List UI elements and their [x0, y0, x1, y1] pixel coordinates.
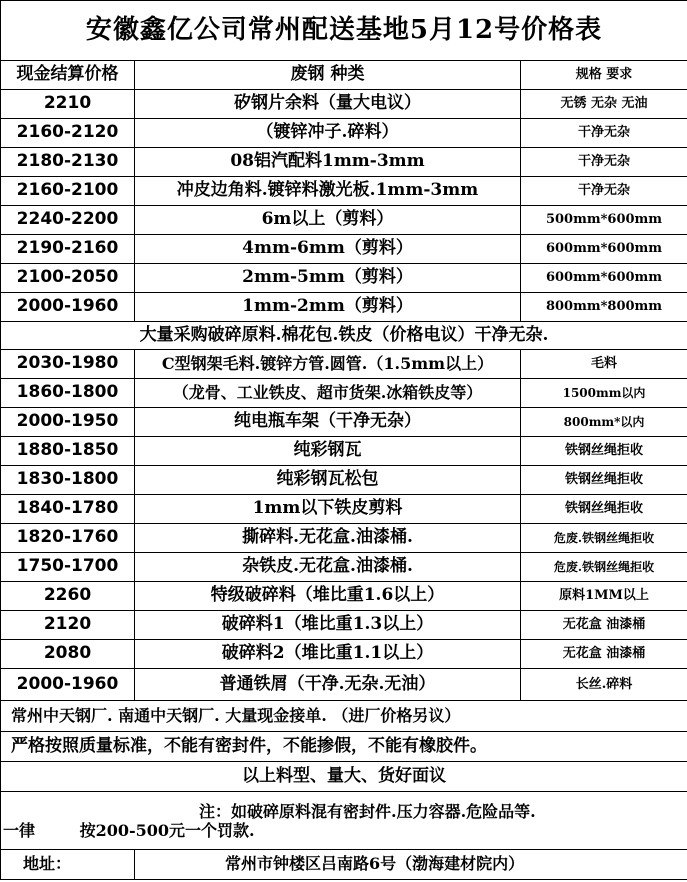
price-cell: 2100-2050 — [1, 264, 135, 293]
penalty-note-line-2: 一律 按200-500元一个罚款. — [3, 820, 255, 840]
mill-notice-row — [1, 701, 687, 732]
price-cell: 2180-2130 — [1, 148, 135, 177]
item-cell: C型钢架毛料.镀锌方管.圆管.（1.5mm以上） — [135, 350, 521, 379]
item-cell: 杂铁皮.无花盒.油漆桶. — [135, 553, 521, 582]
price-cell: 2240-2200 — [1, 206, 135, 235]
negotiable-notice: 以上料型、量大、货好面议 — [1, 762, 687, 792]
spec-cell: 1500mm以内 — [521, 379, 687, 408]
spec-cell: 长丝.碎料 — [521, 669, 687, 701]
negotiable-notice-row — [1, 762, 687, 792]
spec-cell: 无花盒 油漆桶 — [521, 611, 687, 640]
spec-cell: 危废.铁钢丝绳拒收 — [521, 553, 687, 582]
table-row — [1, 264, 687, 293]
quality-notice-row — [1, 732, 687, 762]
table-row — [1, 235, 687, 264]
item-cell: 破碎料1（堆比重1.3以上） — [135, 611, 521, 640]
spec-cell: 600mm*600mm — [521, 235, 687, 264]
item-cell: 纯电瓶车架（干净无杂） — [135, 408, 521, 437]
penalty-note-row — [1, 792, 687, 850]
item-column-header: 废钢 种类 — [135, 61, 521, 90]
table-row — [1, 379, 687, 408]
address-row — [1, 850, 687, 880]
spec-cell: 干净无杂 — [521, 177, 687, 206]
spec-cell: 干净无杂 — [521, 119, 687, 148]
spec-cell: 无锈 无杂 无油 — [521, 90, 687, 119]
table-row — [1, 206, 687, 235]
table-row — [1, 640, 687, 669]
mill-notice: 常州中天钢厂. 南通中天钢厂. 大量现金接单. （进厂价格另议） — [1, 701, 687, 732]
item-cell: 4mm-6mm（剪料） — [135, 235, 521, 264]
price-cell: 2260 — [1, 582, 135, 611]
price-cell: 2030-1980 — [1, 350, 135, 379]
spec-cell: 干净无杂 — [521, 148, 687, 177]
title-row — [1, 1, 687, 61]
price-cell: 1750-1700 — [1, 553, 135, 582]
item-cell: 撕碎料.无花盒.油漆桶. — [135, 524, 521, 553]
spec-cell: 原料1MM以上 — [521, 582, 687, 611]
penalty-note — [1, 792, 687, 850]
table-row — [1, 582, 687, 611]
item-cell: 2mm-5mm（剪料） — [135, 264, 521, 293]
table-row — [1, 148, 687, 177]
table-row — [1, 350, 687, 379]
spec-cell: 危废.铁钢丝绳拒收 — [521, 524, 687, 553]
header-row — [1, 61, 687, 90]
price-cell: 1830-1800 — [1, 466, 135, 495]
table-row — [1, 90, 687, 119]
spec-cell: 毛料 — [521, 350, 687, 379]
penalty-note-line-1: 注：如破碎原料混有密封件.压力容器.危险品等. — [199, 801, 536, 821]
item-cell: 纯彩钢瓦 — [135, 437, 521, 466]
price-cell: 2000-1960 — [1, 669, 135, 701]
table-row — [1, 495, 687, 524]
banner-row — [1, 322, 687, 350]
quality-notice: 严格按照质量标准，不能有密封件，不能掺假，不能有橡胶件。 — [1, 732, 687, 762]
price-cell: 2120 — [1, 611, 135, 640]
spec-cell: 800mm*以内 — [521, 408, 687, 437]
table-row — [1, 553, 687, 582]
item-cell: （镀锌冲子.碎料） — [135, 119, 521, 148]
price-cell: 2080 — [1, 640, 135, 669]
table-row — [1, 293, 687, 322]
bulk-purchase-banner: 大量采购破碎原料.棉花包.铁皮（价格电议）干净无杂. — [1, 322, 687, 350]
price-cell: 1860-1800 — [1, 379, 135, 408]
table-row — [1, 177, 687, 206]
item-cell: 破碎料2（堆比重1.1以上） — [135, 640, 521, 669]
address-label: 地址： — [1, 850, 135, 880]
item-cell: 冲皮边角料.镀锌料激光板.1mm-3mm — [135, 177, 521, 206]
price-cell: 2000-1950 — [1, 408, 135, 437]
page-title: 安徽鑫亿公司常州配送基地5月12号价格表 — [1, 1, 687, 61]
address-value: 常州市钟楼区吕南路6号（渤海建材院内） — [135, 850, 687, 880]
item-cell: 普通铁屑（干净.无杂.无油） — [135, 669, 521, 701]
spec-column-header: 规格 要求 — [521, 61, 687, 90]
spec-cell: 800mm*800mm — [521, 293, 687, 322]
table-row — [1, 408, 687, 437]
table-row — [1, 611, 687, 640]
price-cell: 2190-2160 — [1, 235, 135, 264]
price-cell: 2160-2100 — [1, 177, 135, 206]
item-cell: 纯彩钢瓦松包 — [135, 466, 521, 495]
price-cell: 1880-1850 — [1, 437, 135, 466]
table-row — [1, 437, 687, 466]
item-cell: 1mm-2mm（剪料） — [135, 293, 521, 322]
item-cell: 特级破碎料（堆比重1.6以上） — [135, 582, 521, 611]
price-cell: 1840-1780 — [1, 495, 135, 524]
spec-cell: 铁钢丝绳拒收 — [521, 495, 687, 524]
item-cell: 08铝汽配料1mm-3mm — [135, 148, 521, 177]
table-row — [1, 669, 687, 701]
item-cell: 6m以上（剪料） — [135, 206, 521, 235]
spec-cell: 无花盒 油漆桶 — [521, 640, 687, 669]
table-row — [1, 119, 687, 148]
price-cell: 2210 — [1, 90, 135, 119]
spec-cell: 铁钢丝绳拒收 — [521, 466, 687, 495]
item-cell: 矽钢片余料（量大电议） — [135, 90, 521, 119]
spec-cell: 600mm*600mm — [521, 264, 687, 293]
price-cell: 2160-2120 — [1, 119, 135, 148]
table-row — [1, 466, 687, 495]
spec-cell: 500mm*600mm — [521, 206, 687, 235]
table-row — [1, 524, 687, 553]
spec-cell: 铁钢丝绳拒收 — [521, 437, 687, 466]
item-cell: 1mm以下铁皮剪料 — [135, 495, 521, 524]
item-cell: （龙骨、工业铁皮、超市货架.冰箱铁皮等） — [135, 379, 521, 408]
price-cell: 2000-1960 — [1, 293, 135, 322]
price-cell: 1820-1760 — [1, 524, 135, 553]
price-column-header: 现金结算价格 — [1, 61, 135, 90]
